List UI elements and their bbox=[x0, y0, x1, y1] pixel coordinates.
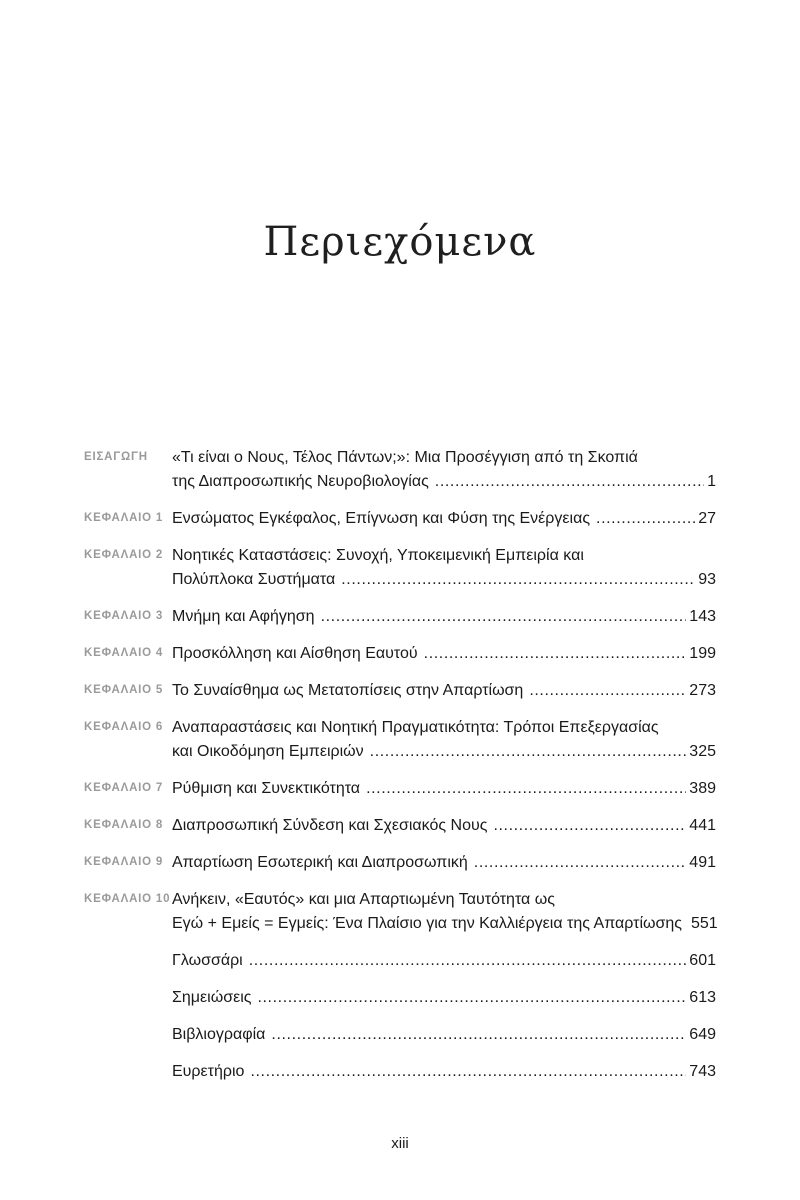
toc-entry-page-number: 491 bbox=[689, 854, 716, 871]
table-of-contents bbox=[84, 446, 716, 1097]
toc-entry-title-line: Ενσώματος Εγκέφαλος, Επίγνωση και Φύση της Ενέργειας bbox=[172, 510, 591, 527]
toc-entry-page-number: 743 bbox=[689, 1063, 716, 1080]
toc-entry-title-line: Απαρτίωση Εσωτερική και Διαπροσωπική bbox=[172, 854, 468, 871]
dot-leader bbox=[321, 605, 687, 629]
toc-entry[interactable] bbox=[84, 716, 716, 764]
toc-entry-title-line: και Οικοδόμηση Εμπειριών bbox=[172, 743, 364, 760]
toc-entry-label bbox=[84, 1060, 172, 1065]
toc-entry-title-line: Πολύπλοκα Συστήματα bbox=[172, 571, 336, 588]
toc-entry-title-line: Εγώ + Εμείς = Εγμείς: Ένα Πλαίσιο για την Καλλιέργεια της Απαρτίωσης bbox=[172, 915, 682, 932]
toc-entry-label: ΚΕΦΑΛΑΙΟ 7 bbox=[84, 782, 164, 794]
toc-entry-final-line bbox=[172, 814, 716, 838]
toc-entry-final-line bbox=[172, 851, 716, 875]
toc-entry-label: ΚΕΦΑΛΑΙΟ 2 bbox=[84, 549, 164, 561]
toc-entry[interactable] bbox=[84, 851, 716, 875]
toc-entry-title-line: Σημειώσεις bbox=[172, 989, 252, 1006]
toc-entry-final-line bbox=[172, 912, 716, 936]
dot-leader bbox=[529, 679, 686, 703]
toc-entry[interactable] bbox=[84, 642, 716, 666]
toc-entry-page-number: 1 bbox=[707, 473, 716, 490]
toc-entry-title-line: «Τι είναι ο Νους, Τέλος Πάντων;»: Μια Προσέγγιση από τη Σκοπιά bbox=[172, 449, 638, 466]
toc-entry-page-number: 601 bbox=[689, 952, 716, 969]
toc-entry-title bbox=[172, 949, 716, 973]
toc-entry-title-line: Αναπαραστάσεις και Νοητική Πραγματικότητα: Τρόποι Επεξεργασίας bbox=[172, 719, 659, 736]
toc-entry-label: ΚΕΦΑΛΑΙΟ 3 bbox=[84, 610, 164, 622]
toc-entry-label: ΕΙΣΑΓΩΓΗ bbox=[84, 451, 148, 463]
toc-entry-final-line bbox=[172, 605, 716, 629]
toc-entry-title-line: Βιβλιογραφία bbox=[172, 1026, 266, 1043]
toc-entry[interactable] bbox=[84, 679, 716, 703]
dot-leader bbox=[370, 740, 687, 764]
toc-entry[interactable] bbox=[84, 814, 716, 838]
toc-entry-final-line bbox=[172, 986, 716, 1010]
toc-entry-final-line bbox=[172, 1023, 716, 1047]
toc-entry-title bbox=[172, 446, 716, 494]
toc-entry-title-line: Ανήκειν, «Εαυτός» και μια Απαρτιωμένη Ταυτότητα ως bbox=[172, 891, 555, 908]
toc-entry-title-line: Διαπροσωπική Σύνδεση και Σχεσιακός Νους bbox=[172, 817, 488, 834]
page-title: Περιεχόμενα bbox=[263, 218, 537, 265]
toc-entry-label: ΚΕΦΑΛΑΙΟ 5 bbox=[84, 684, 164, 696]
toc-entry-label bbox=[84, 1023, 172, 1028]
dot-leader bbox=[366, 777, 686, 801]
toc-entry-final-line bbox=[172, 679, 716, 703]
toc-entry-label bbox=[84, 949, 172, 954]
toc-entry-final-line bbox=[172, 1060, 716, 1084]
toc-entry-title-line: Το Συναίσθημα ως Μετατοπίσεις στην Απαρτίωση bbox=[172, 682, 524, 699]
toc-entry-final-line bbox=[172, 470, 716, 494]
dot-leader bbox=[249, 949, 687, 973]
toc-entry-title bbox=[172, 1023, 716, 1047]
toc-entry[interactable] bbox=[84, 605, 716, 629]
toc-entry-title bbox=[172, 679, 716, 703]
toc-entry[interactable] bbox=[84, 544, 716, 592]
toc-entry[interactable] bbox=[84, 1060, 716, 1084]
toc-entry-page-number: 27 bbox=[698, 510, 716, 527]
page-number: xiii bbox=[391, 1135, 409, 1152]
toc-entry-title bbox=[172, 814, 716, 838]
toc-entry-final-line bbox=[172, 642, 716, 666]
toc-entry-label bbox=[84, 986, 172, 991]
toc-entry-page-number: 325 bbox=[689, 743, 716, 760]
toc-entry-label: ΚΕΦΑΛΑΙΟ 9 bbox=[84, 856, 164, 868]
toc-entry-page-number: 441 bbox=[689, 817, 716, 834]
dot-leader bbox=[341, 568, 695, 592]
toc-entry-label: ΚΕΦΑΛΑΙΟ 10 bbox=[84, 893, 171, 905]
dot-leader bbox=[435, 470, 704, 494]
dot-leader bbox=[250, 1060, 686, 1084]
toc-entry-title-line: της Διαπροσωπικής Νευροβιολογίας bbox=[172, 473, 429, 490]
toc-entry-title-line: Προσκόλληση και Αίσθηση Εαυτού bbox=[172, 645, 418, 662]
toc-entry[interactable] bbox=[84, 949, 716, 973]
toc-entry-final-line bbox=[172, 568, 716, 592]
toc-entry-title bbox=[172, 544, 716, 592]
toc-entry-label: ΚΕΦΑΛΑΙΟ 4 bbox=[84, 647, 164, 659]
toc-entry-label: ΚΕΦΑΛΑΙΟ 1 bbox=[84, 512, 164, 524]
toc-entry[interactable] bbox=[84, 1023, 716, 1047]
toc-entry-page-number: 389 bbox=[689, 780, 716, 797]
toc-entry-title bbox=[172, 1060, 716, 1084]
toc-entry-page-number: 273 bbox=[689, 682, 716, 699]
toc-entry-title bbox=[172, 507, 716, 531]
toc-entry[interactable] bbox=[84, 507, 716, 531]
toc-entry-title bbox=[172, 986, 716, 1010]
dot-leader bbox=[596, 507, 695, 531]
toc-entry-title bbox=[172, 777, 716, 801]
toc-entry-title bbox=[172, 642, 716, 666]
toc-entry-page-number: 143 bbox=[689, 608, 716, 625]
toc-entry-title bbox=[172, 851, 716, 875]
toc-entry-final-line bbox=[172, 949, 716, 973]
toc-entry[interactable] bbox=[84, 888, 716, 936]
dot-leader bbox=[257, 986, 686, 1010]
toc-entry-final-line bbox=[172, 507, 716, 531]
toc-entry-title-line: Μνήμη και Αφήγηση bbox=[172, 608, 315, 625]
toc-entry-title-line: Ευρετήριο bbox=[172, 1063, 245, 1080]
toc-entry-page-number: 551 bbox=[691, 915, 718, 932]
toc-entry-label: ΚΕΦΑΛΑΙΟ 6 bbox=[84, 721, 164, 733]
toc-entry-label: ΚΕΦΑΛΑΙΟ 8 bbox=[84, 819, 164, 831]
toc-entry[interactable] bbox=[84, 777, 716, 801]
toc-entry[interactable] bbox=[84, 446, 716, 494]
toc-entry-title bbox=[172, 605, 716, 629]
dot-leader bbox=[424, 642, 687, 666]
toc-entry-page-number: 199 bbox=[689, 645, 716, 662]
toc-entry-final-line bbox=[172, 777, 716, 801]
toc-entry-page-number: 93 bbox=[698, 571, 716, 588]
toc-entry-title-line: Ρύθμιση και Συνεκτικότητα bbox=[172, 780, 361, 797]
toc-entry[interactable] bbox=[84, 986, 716, 1010]
dot-leader bbox=[493, 814, 686, 838]
toc-entry-title bbox=[172, 716, 716, 764]
toc-entry-final-line bbox=[172, 740, 716, 764]
toc-entry-title-line: Νοητικές Καταστάσεις: Συνοχή, Υποκειμενική Εμπειρία και bbox=[172, 547, 584, 564]
dot-leader bbox=[474, 851, 687, 875]
toc-entry-title bbox=[172, 888, 716, 936]
dot-leader bbox=[271, 1023, 686, 1047]
toc-entry-page-number: 613 bbox=[689, 989, 716, 1006]
toc-entry-title-line: Γλωσσάρι bbox=[172, 952, 243, 969]
toc-entry-page-number: 649 bbox=[689, 1026, 716, 1043]
